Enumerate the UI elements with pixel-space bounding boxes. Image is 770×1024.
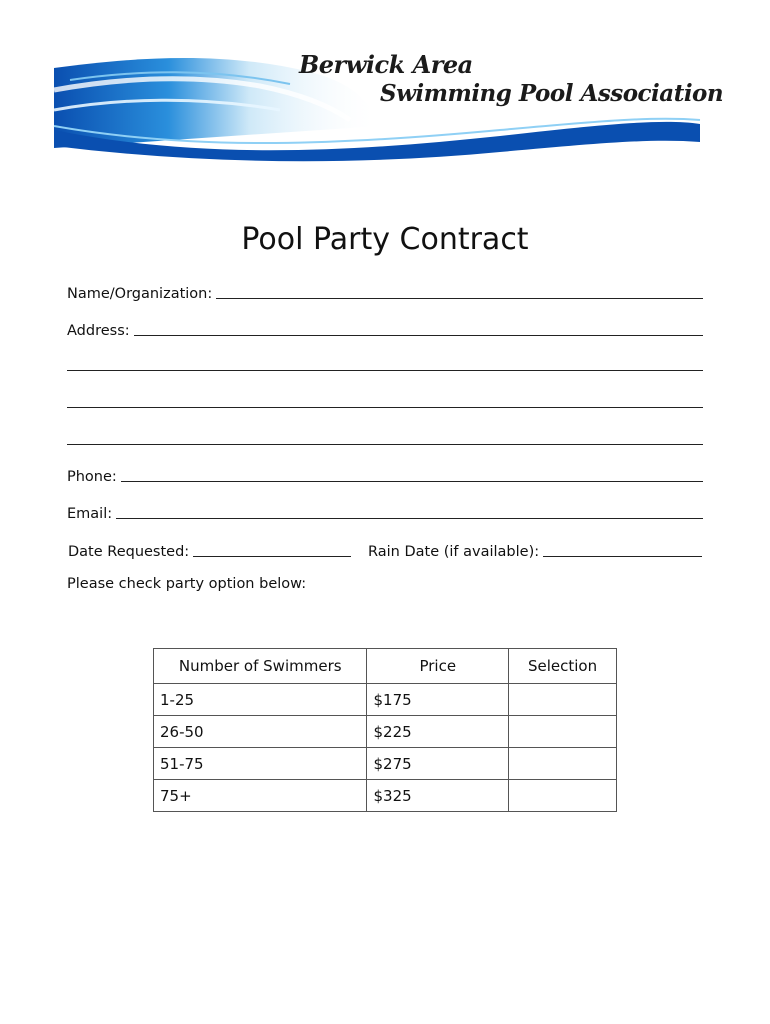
logo-line-2: Swimming Pool Association — [380, 80, 724, 107]
phone-label: Phone: — [67, 469, 117, 485]
table-row — [154, 684, 617, 716]
selection-cell[interactable] — [509, 748, 617, 780]
swimmers-cell: 51-75 — [154, 748, 367, 780]
date-requested-field[interactable] — [68, 540, 351, 560]
table-row — [154, 716, 617, 748]
email-line[interactable] — [116, 518, 703, 519]
logo-line-1: Berwick Area — [299, 50, 473, 79]
price-cell: $275 — [367, 748, 509, 780]
table-row — [154, 780, 617, 812]
phone-line[interactable] — [121, 481, 703, 482]
address-line-4[interactable] — [67, 444, 703, 445]
name-organization-line[interactable] — [216, 298, 703, 299]
swimmers-cell: 26-50 — [154, 716, 367, 748]
address-line-3[interactable] — [67, 407, 703, 408]
header-selection: Selection — [509, 649, 617, 684]
selection-cell[interactable] — [509, 684, 617, 716]
name-organization-field[interactable] — [67, 282, 703, 302]
rain-date-label: Rain Date (if available): — [368, 544, 540, 560]
price-cell: $325 — [367, 780, 509, 812]
table-row — [154, 748, 617, 780]
date-requested-label: Date Requested: — [68, 544, 190, 560]
header-swimmers: Number of Swimmers — [154, 649, 367, 684]
date-row — [68, 540, 702, 560]
email-label: Email: — [67, 506, 113, 522]
association-logo — [50, 40, 724, 165]
rain-date-field[interactable] — [368, 540, 702, 560]
swimmers-cell: 75+ — [154, 780, 367, 812]
selection-cell[interactable] — [509, 780, 617, 812]
address-line[interactable] — [134, 335, 703, 336]
phone-field[interactable] — [67, 465, 703, 485]
address-label: Address: — [67, 323, 130, 339]
party-options-table — [153, 648, 617, 812]
address-line-2[interactable] — [67, 370, 703, 371]
page-title: Pool Party Contract — [241, 222, 529, 257]
header-price: Price — [367, 649, 509, 684]
rain-date-line[interactable] — [543, 556, 702, 557]
address-field[interactable] — [67, 319, 703, 339]
table-header-row — [154, 649, 617, 684]
selection-cell[interactable] — [509, 716, 617, 748]
price-cell: $175 — [367, 684, 509, 716]
instruction-text: Please check party option below: — [67, 576, 307, 592]
price-cell: $225 — [367, 716, 509, 748]
name-organization-label: Name/Organization: — [67, 286, 213, 302]
date-requested-line[interactable] — [193, 556, 351, 557]
email-field[interactable] — [67, 502, 703, 522]
swimmers-cell: 1-25 — [154, 684, 367, 716]
